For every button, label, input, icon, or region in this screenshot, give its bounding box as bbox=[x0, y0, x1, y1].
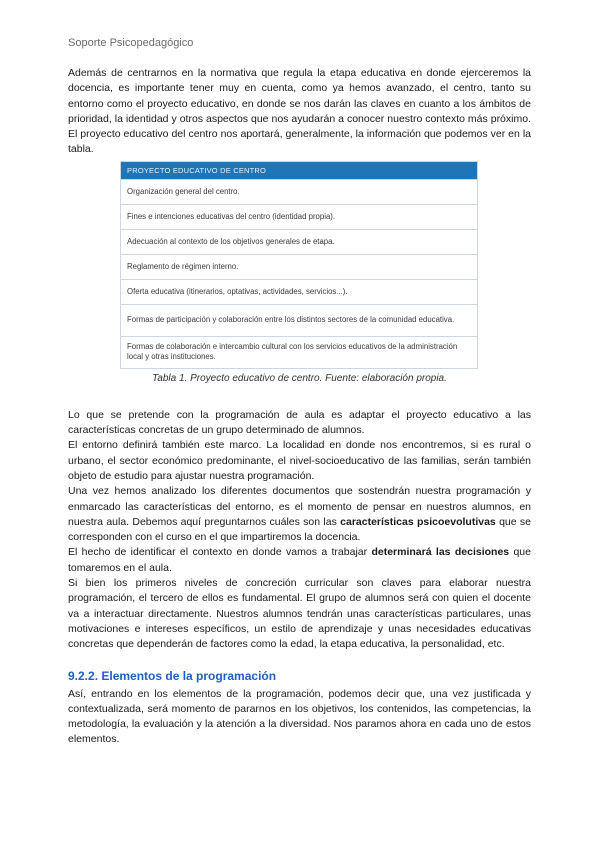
paragraph-adaptation: Lo que se pretende con la programación de aula es adaptar el proyecto educativo a las características concretas de un grupo determinado de alumnos. bbox=[68, 408, 531, 437]
running-header: Soporte Psicopedagógico bbox=[68, 37, 194, 49]
paragraph-environment: El entorno definirá también este marco. La localidad en donde nos encontremos, si es rural o urbano, el sector económico predominante, el nivel-socioeducativo de las familias, serán también objeto de estudio para ajustar nuestra programación. bbox=[68, 439, 531, 482]
intro-paragraph: Además de centrarnos en la normativa que regula la etapa educativa en donde ejerceremos la docencia, es importante tener muy en cuenta, como ya hemos avanzado, el centro, tanto su entorno como el proyecto educativo, en donde se nos darán las claves en cuanto a los ámbitos de prioridad, la identidad y otros aspectos que nos ayudarán a conocer nuestro contexto más próximo. El proyecto educativo del centro nos aportará, generalmente, la información que podemos ver en la tabla. bbox=[68, 67, 531, 156]
table-row: Formas de participación y colaboración entre los distintos sectores de la comunidad educativa. bbox=[121, 304, 477, 336]
table-row: Fines e intenciones educativas del centro (identidad propia). bbox=[121, 204, 477, 229]
paragraph-levels: Si bien los primeros niveles de concreción curricular son claves para elaborar nuestra programación, el tercero de ellos es fundamental. El grupo de alumnos será con quien el docente va a interactuar directamente. Nuestros alumnos tendrán unas características particulares, unas motivaciones e intereses específicos, un estilo de aprendizaje y unas necesidades educativas concretas que dependerán de factores como la edad, la etapa educativa, la personalidad, etc. bbox=[68, 577, 531, 651]
document-body bbox=[68, 66, 531, 748]
project-table bbox=[120, 161, 478, 369]
table-header: PROYECTO EDUCATIVO DE CENTRO bbox=[121, 162, 477, 179]
table-row: Reglamento de régimen interno. bbox=[121, 254, 477, 279]
table-row: Oferta educativa (itinerarios, optativas, actividades, servicios...). bbox=[121, 279, 477, 304]
section-title: 9.2.2. Elementos de la programación bbox=[68, 668, 277, 683]
table-row: Organización general del centro. bbox=[121, 179, 477, 204]
paragraph-students: Una vez hemos analizado los diferentes documentos que sostendrán nuestra programación y enmarcado las características del entorno, es el momento de pensar en nuestros alumnos, en nuestra aula. Debemos aquí preguntarnos cuáles son las características psicoevolutivas que se corresponden con el curso en el que impartiremos la docencia. bbox=[68, 485, 531, 544]
bold-phrase: características psicoevolutivas bbox=[340, 515, 496, 528]
paragraph-context: El hecho de identificar el contexto en donde vamos a trabajar determinará las decisiones que tomaremos en el aula. bbox=[68, 546, 531, 574]
table-row: Formas de colaboración e intercambio cultural con los servicios educativos de la administración local y otras instituciones. bbox=[121, 336, 477, 368]
section-paragraph: Así, entrando en los elementos de la programación, podemos decir que, una vez justificada y contextualizada, será momento de pararnos en los objetivos, los contenidos, las competencias, la metodología, la evaluación y la atención a la diversidad. Nos paramos ahora en cada uno de estos elementos. bbox=[68, 687, 531, 746]
bold-phrase: determinará las decisiones bbox=[371, 546, 510, 559]
table-row: Adecuación al contexto de los objetivos generales de etapa. bbox=[121, 229, 477, 254]
table-caption: Tabla 1. Proyecto educativo de centro. Fuente: elaboración propia. bbox=[152, 372, 447, 384]
